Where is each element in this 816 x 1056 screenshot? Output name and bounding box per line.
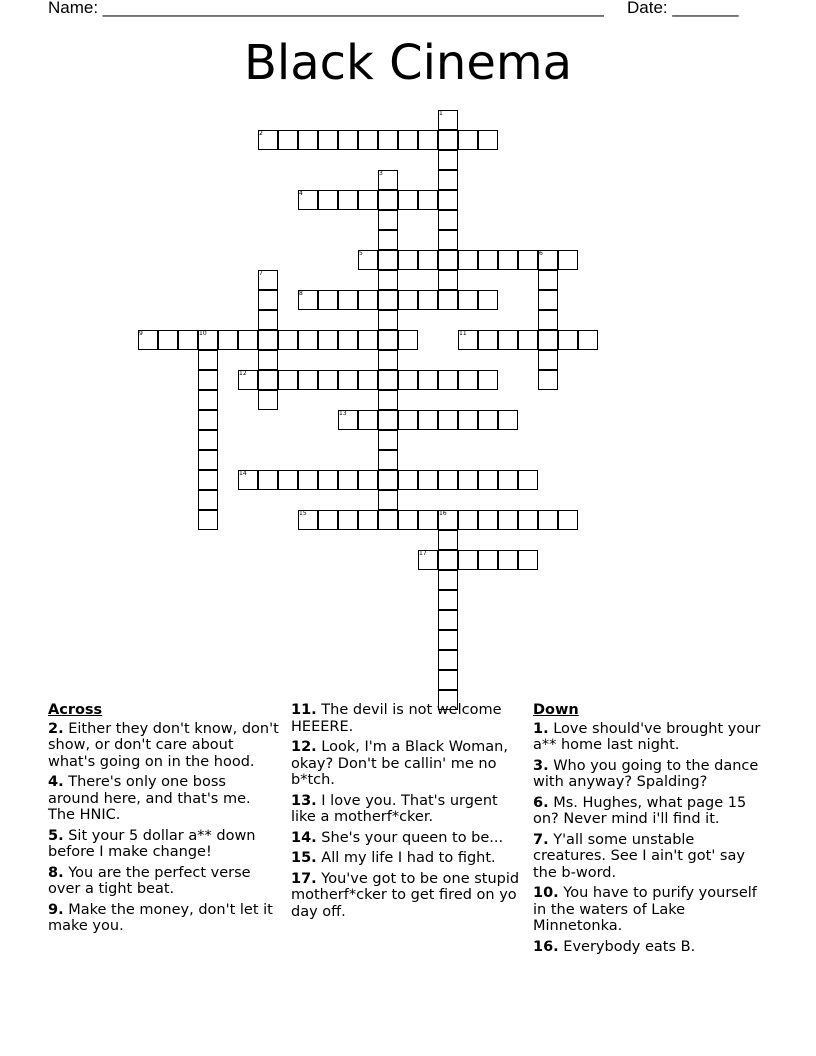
grid-cell[interactable] — [438, 650, 458, 670]
grid-cell[interactable] — [418, 290, 438, 310]
grid-cell[interactable] — [418, 470, 438, 490]
clue-across-12: 12. Look, I'm a Black Woman, okay? Don't be callin' me no b*tch. — [291, 739, 508, 788]
grid-cell[interactable] — [478, 470, 498, 490]
clue-across-5: 5. Sit your 5 dollar a** down before I make change! — [48, 827, 256, 860]
clues-column-1 — [48, 702, 280, 939]
grid-cell[interactable] — [358, 290, 378, 310]
clue-across-17: 17. You've got to be one stupid motherf*cker to get fired on yo day off. — [291, 870, 520, 920]
clue-number-6: 6 — [539, 250, 543, 257]
grid-cell[interactable] — [398, 410, 418, 430]
grid-cell[interactable] — [378, 310, 398, 330]
grid-cell[interactable] — [378, 450, 398, 470]
grid-cell[interactable] — [558, 250, 578, 270]
clue-number-16: 16 — [439, 510, 447, 517]
grid-cell[interactable] — [298, 130, 318, 150]
grid-cell[interactable] — [438, 610, 458, 630]
clue-number-3: 3 — [379, 170, 383, 177]
name-field-label: Name: _____________________________________________________ — [48, 0, 604, 17]
grid-cell[interactable] — [298, 470, 318, 490]
clue-number-14: 14 — [239, 470, 247, 477]
grid-cell[interactable] — [258, 370, 278, 390]
clue-across-4: 4. There's only one boss around here, and that's me. The HNIC. — [48, 774, 251, 823]
grid-cell[interactable] — [238, 330, 258, 350]
grid-cell[interactable] — [298, 330, 318, 350]
grid-cell[interactable] — [438, 230, 458, 250]
grid-cell[interactable] — [338, 330, 358, 350]
clue-across-8: 8. You are the perfect verse over a tight beat. — [48, 864, 251, 897]
grid-cell[interactable] — [378, 190, 398, 210]
grid-cell[interactable] — [198, 370, 218, 390]
grid-cell[interactable] — [378, 390, 398, 410]
grid-cell[interactable] — [498, 330, 518, 350]
grid-cell[interactable] — [438, 370, 458, 390]
grid-cell[interactable] — [398, 190, 418, 210]
clue-number-8: 8 — [299, 290, 303, 297]
grid-cell[interactable] — [178, 330, 198, 350]
grid-cell[interactable] — [418, 250, 438, 270]
grid-cell[interactable] — [518, 330, 538, 350]
grid-cell[interactable] — [458, 130, 478, 150]
grid-cell[interactable] — [198, 350, 218, 370]
grid-cell[interactable] — [438, 250, 458, 270]
grid-cell[interactable] — [478, 370, 498, 390]
grid-cell[interactable] — [198, 470, 218, 490]
grid-cell[interactable] — [198, 450, 218, 470]
grid-cell[interactable] — [538, 290, 558, 310]
clue-down-16: 16. Everybody eats B. — [533, 938, 696, 955]
grid-cell[interactable] — [398, 130, 418, 150]
header — [48, 0, 776, 19]
grid-cell[interactable] — [398, 510, 418, 530]
grid-cell[interactable] — [338, 370, 358, 390]
grid-cell[interactable] — [438, 550, 458, 570]
grid-cell[interactable] — [318, 470, 338, 490]
clue-across-13: 13. I love you. That's urgent like a motherf*cker. — [291, 792, 498, 825]
grid-cell[interactable] — [378, 490, 398, 510]
clue-number-9: 9 — [139, 330, 143, 337]
grid-cell[interactable] — [478, 410, 498, 430]
clue-across-14: 14. She's your queen to be... — [291, 829, 504, 846]
grid-cell[interactable] — [218, 330, 238, 350]
grid-cell[interactable] — [438, 530, 458, 550]
date-field-label: Date: _______ — [627, 0, 739, 17]
grid-cell[interactable] — [538, 350, 558, 370]
grid-cell[interactable] — [498, 410, 518, 430]
grid-cell[interactable] — [418, 410, 438, 430]
grid-cell[interactable] — [478, 550, 498, 570]
grid-cell[interactable] — [538, 330, 558, 350]
grid-cell[interactable] — [478, 290, 498, 310]
clue-down-1: 1. Love should've brought your a** home last night. — [533, 720, 761, 753]
clue-number-10: 10 — [199, 330, 207, 337]
grid-cell[interactable] — [398, 250, 418, 270]
grid-cell[interactable] — [478, 510, 498, 530]
clue-down-3: 3. Who you going to the dance with anyway? Spalding? — [533, 757, 759, 790]
grid-cell[interactable] — [458, 290, 478, 310]
grid-cell[interactable] — [358, 470, 378, 490]
grid-cell[interactable] — [458, 250, 478, 270]
across-heading: Across — [48, 702, 103, 718]
grid-cell[interactable] — [378, 210, 398, 230]
clue-number-11: 11 — [459, 330, 467, 337]
grid-cell[interactable] — [318, 330, 338, 350]
grid-cell[interactable] — [458, 470, 478, 490]
clues-column-3 — [533, 702, 769, 959]
clue-number-2: 2 — [259, 130, 263, 137]
grid-cell[interactable] — [478, 330, 498, 350]
grid-cell[interactable] — [258, 330, 278, 350]
grid-cell[interactable] — [438, 150, 458, 170]
grid-cell[interactable] — [498, 250, 518, 270]
grid-cell[interactable] — [318, 370, 338, 390]
clue-down-6: 6. Ms. Hughes, what page 15 on? Never mind i'll find it. — [533, 794, 747, 827]
grid-cell[interactable] — [538, 270, 558, 290]
grid-cell[interactable] — [458, 410, 478, 430]
grid-cell[interactable] — [538, 370, 558, 390]
grid-cell[interactable] — [378, 430, 398, 450]
grid-cell[interactable] — [378, 410, 398, 430]
grid-cell[interactable] — [278, 130, 298, 150]
clue-across-2: 2. Either they don't know, don't show, or don't care about what's going on in the hood. — [48, 720, 279, 770]
grid-cell[interactable] — [538, 510, 558, 530]
grid-cell[interactable] — [438, 190, 458, 210]
grid-cell[interactable] — [278, 330, 298, 350]
grid-cell[interactable] — [378, 330, 398, 350]
grid-cell[interactable] — [198, 430, 218, 450]
grid-cell[interactable] — [458, 510, 478, 530]
grid-cell[interactable] — [438, 270, 458, 290]
grid-cell[interactable] — [278, 470, 298, 490]
grid-cell[interactable] — [438, 290, 458, 310]
grid-cell[interactable] — [518, 550, 538, 570]
grid-cell[interactable] — [518, 250, 538, 270]
clue-down-7: 7. Y'all some unstable creatures. See I ain't got' say the b-word. — [533, 831, 745, 881]
grid-cell[interactable] — [318, 290, 338, 310]
grid-cell[interactable] — [378, 270, 398, 290]
grid-cell[interactable] — [418, 130, 438, 150]
grid-cell[interactable] — [398, 470, 418, 490]
clue-number-4: 4 — [299, 190, 303, 197]
grid-cell[interactable] — [298, 370, 318, 390]
clue-number-13: 13 — [339, 410, 347, 417]
grid-cell[interactable] — [258, 290, 278, 310]
grid-cell[interactable] — [318, 190, 338, 210]
grid-cell[interactable] — [578, 330, 598, 350]
grid-cell[interactable] — [438, 590, 458, 610]
grid-cell[interactable] — [418, 510, 438, 530]
grid-cell[interactable] — [338, 510, 358, 530]
grid-cell[interactable] — [338, 290, 358, 310]
grid-cell[interactable] — [438, 470, 458, 490]
grid-cell[interactable] — [558, 330, 578, 350]
grid-cell[interactable] — [378, 290, 398, 310]
grid-cell[interactable] — [498, 510, 518, 530]
grid-cell[interactable] — [378, 130, 398, 150]
grid-cell[interactable] — [378, 470, 398, 490]
grid-cell[interactable] — [378, 370, 398, 390]
clue-across-11: 11. The devil is not welcome HEEERE. — [291, 702, 502, 735]
grid-cell[interactable] — [258, 350, 278, 370]
grid-cell[interactable] — [438, 410, 458, 430]
grid-cell[interactable] — [418, 190, 438, 210]
grid-cell[interactable] — [358, 330, 378, 350]
clue-down-10: 10. You have to purify yourself in the waters of Lake Minnetonka. — [533, 885, 757, 934]
grid-cell[interactable] — [438, 630, 458, 650]
grid-cell[interactable] — [518, 470, 538, 490]
grid-cell[interactable] — [338, 470, 358, 490]
grid-cell[interactable] — [358, 130, 378, 150]
grid-cell[interactable] — [198, 510, 218, 530]
grid-cell[interactable] — [478, 250, 498, 270]
grid-cell[interactable] — [378, 230, 398, 250]
grid-cell[interactable] — [458, 370, 478, 390]
grid-cell[interactable] — [258, 310, 278, 330]
clue-number-5: 5 — [359, 250, 363, 257]
grid-cell[interactable] — [438, 210, 458, 230]
clue-across-15: 15. All my life I had to fight. — [291, 850, 496, 866]
grid-cell[interactable] — [558, 510, 578, 530]
grid-cell[interactable] — [398, 370, 418, 390]
clues-column-2 — [291, 702, 521, 924]
grid-cell[interactable] — [338, 130, 358, 150]
clue-number-1: 1 — [439, 110, 443, 117]
grid-cell[interactable] — [378, 510, 398, 530]
grid-cell[interactable] — [358, 370, 378, 390]
grid-cell[interactable] — [258, 470, 278, 490]
grid-cell[interactable] — [498, 550, 518, 570]
grid-cell[interactable] — [438, 570, 458, 590]
grid-cell[interactable] — [438, 670, 458, 690]
clue-number-7: 7 — [259, 270, 263, 277]
grid-cell[interactable] — [338, 190, 358, 210]
clue-number-15: 15 — [299, 510, 307, 517]
grid-cell[interactable] — [198, 490, 218, 510]
grid-cell[interactable] — [318, 510, 338, 530]
clue-number-17: 17 — [419, 550, 427, 557]
grid-cell[interactable] — [358, 190, 378, 210]
grid-cell[interactable] — [378, 250, 398, 270]
grid-cell[interactable] — [258, 390, 278, 410]
grid-cell[interactable] — [378, 350, 398, 370]
page-title: Black Cinema — [243, 35, 573, 91]
grid-cell[interactable] — [538, 310, 558, 330]
grid-cell[interactable] — [358, 510, 378, 530]
grid-cell[interactable] — [198, 410, 218, 430]
grid-cell[interactable] — [278, 370, 298, 390]
grid-cell[interactable] — [398, 290, 418, 310]
clue-across-9: 9. Make the money, don't let it make you. — [48, 901, 273, 934]
grid-cell[interactable] — [518, 510, 538, 530]
grid-cell[interactable] — [438, 170, 458, 190]
grid-cell[interactable] — [158, 330, 178, 350]
grid-cell[interactable] — [398, 330, 418, 350]
clue-number-12: 12 — [239, 370, 247, 377]
grid-cell[interactable] — [198, 390, 218, 410]
grid-cell[interactable] — [478, 130, 498, 150]
grid-cell[interactable] — [318, 130, 338, 150]
grid-cell[interactable] — [438, 130, 458, 150]
down-heading: Down — [533, 702, 579, 718]
grid-cell[interactable] — [498, 470, 518, 490]
grid-cell[interactable] — [358, 410, 378, 430]
grid-cell[interactable] — [418, 370, 438, 390]
grid-cell[interactable] — [458, 550, 478, 570]
